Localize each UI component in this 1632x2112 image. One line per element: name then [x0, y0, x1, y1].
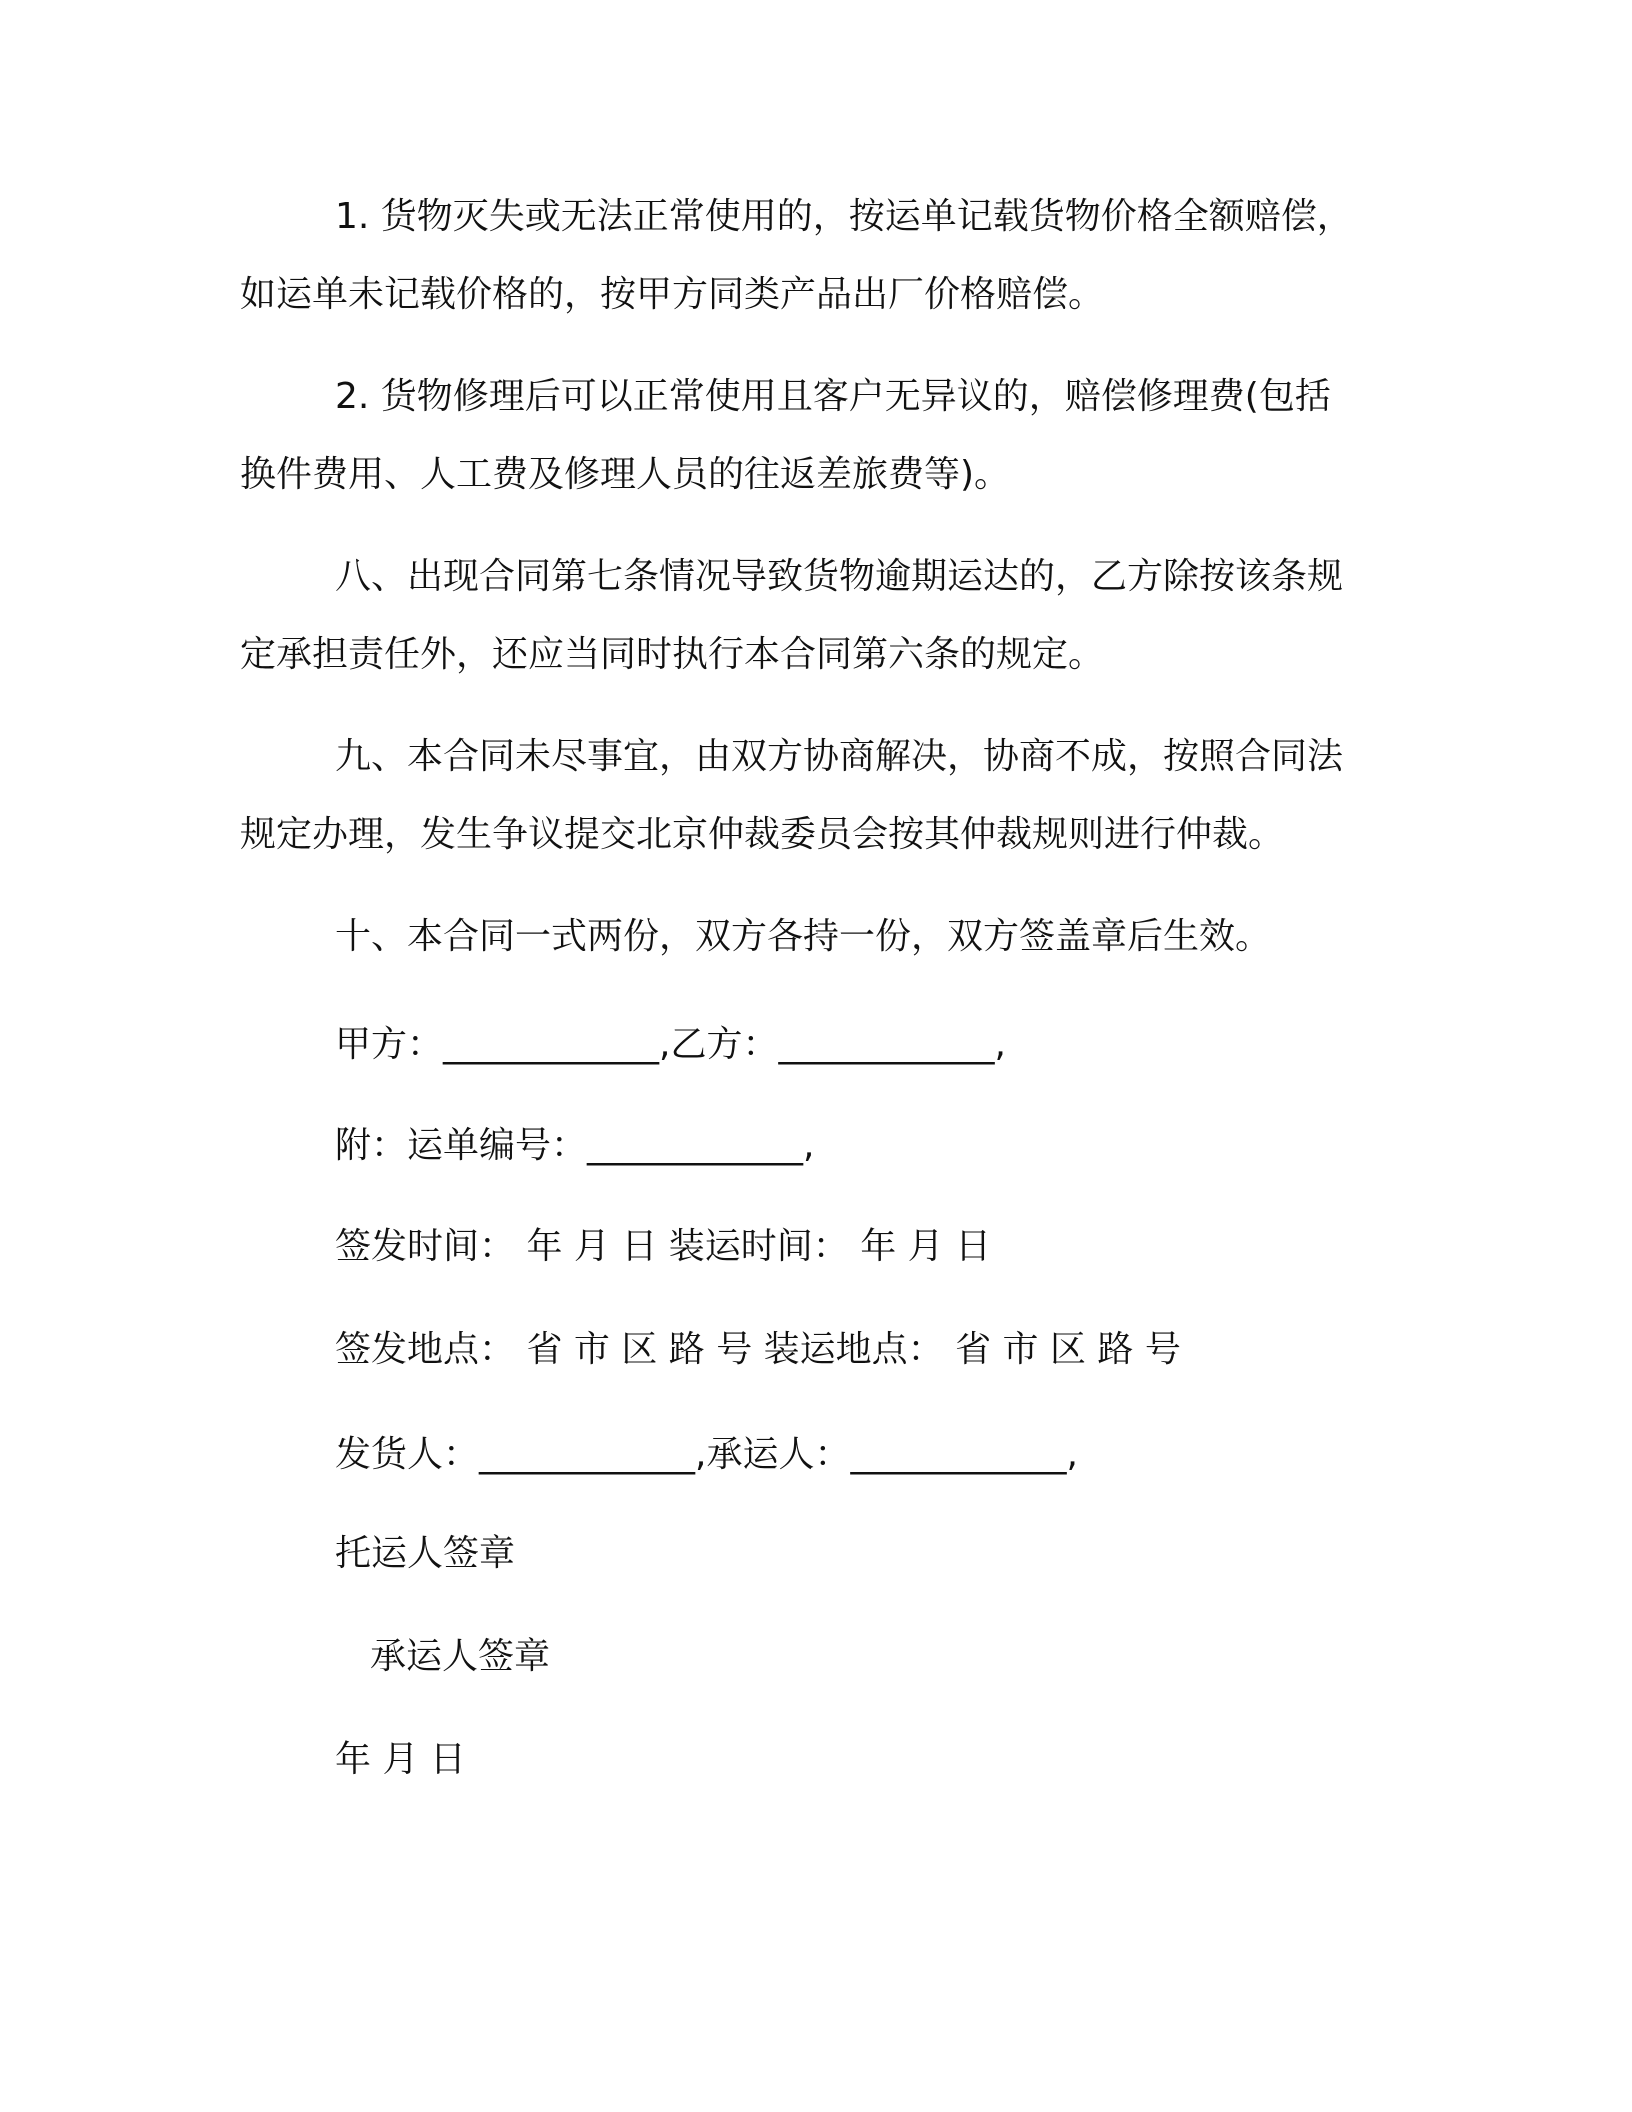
waybill-number-line: 附：运单编号：____________, [335, 1125, 815, 1166]
article-8-line-2: 定承担责任外，还应当同时执行本合同第六条的规定。 [240, 634, 1105, 675]
clause-1-line-2: 如运单未记载价格的，按甲方同类产品出厂价格赔偿。 [240, 274, 1105, 315]
party-signature-line: 甲方：____________,乙方：____________, [335, 1024, 1006, 1065]
shipper-seal-label: 托运人签章 [335, 1533, 516, 1574]
clause-2-line-1: 2. 货物修理后可以正常使用且客户无异议的，赔偿修理费(包括 [335, 376, 1331, 417]
clause-1-line-1: 1. 货物灭失或无法正常使用的，按运单记载货物价格全额赔偿， [335, 196, 1353, 237]
sender-carrier-line: 发货人：____________,承运人：____________, [335, 1434, 1078, 1475]
issue-time-line: 签发时间： 年 月 日 装运时间： 年 月 日 [335, 1226, 992, 1267]
article-9-line-1: 九、本合同未尽事宜，由双方协商解决，协商不成，按照合同法 [335, 736, 1344, 777]
issue-place-line: 签发地点： 省 市 区 路 号 装运地点： 省 市 区 路 号 [335, 1329, 1181, 1370]
carrier-seal-label: 承运人签章 [370, 1636, 551, 1677]
article-8-line-1: 八、出现合同第七条情况导致货物逾期运达的，乙方除按该条规 [335, 556, 1344, 597]
article-10: 十、本合同一式两份，双方各持一份，双方签盖章后生效。 [335, 916, 1272, 957]
clause-2-line-2: 换件费用、人工费及修理人员的往返差旅费等)。 [240, 454, 1011, 495]
date-line: 年 月 日 [335, 1739, 466, 1780]
article-9-line-2: 规定办理，发生争议提交北京仲裁委员会按其仲裁规则进行仲裁。 [240, 814, 1285, 855]
